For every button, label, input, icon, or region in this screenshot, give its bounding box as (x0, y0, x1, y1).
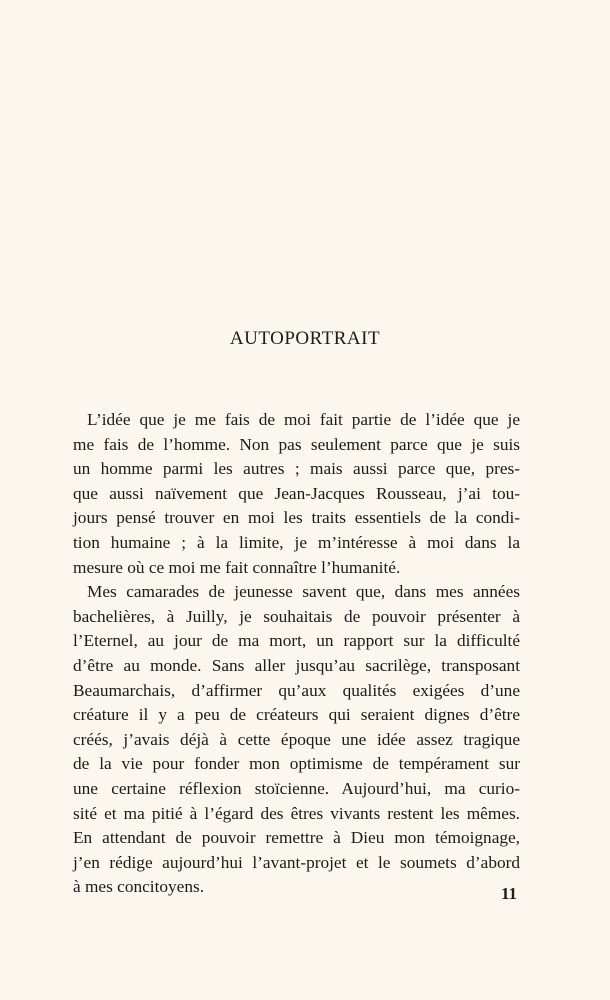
text-line: En attendant de pouvoir remettre à Dieu mon témoignage, (73, 828, 520, 848)
text-line: sité et ma pitié à l’égard des êtres vivants restent les mêmes. (73, 803, 520, 823)
text-line: tion humaine ; à la limite, je m’intéresse à moi dans la (73, 532, 520, 552)
page-number: 11 (500, 884, 517, 903)
text-line: j’en rédige aujourd’hui l’avant-projet et le soumets d’abord (73, 852, 520, 872)
text-line: de la vie pour fonder mon optimisme de tempérament sur (73, 754, 520, 774)
chapter-title: AUTOPORTRAIT (229, 328, 381, 349)
text-line: mesure où ce moi me fait connaître l’humanité. (73, 557, 401, 577)
text-line: L’idée que je me fais de moi fait partie de l’idée que je (87, 410, 520, 429)
text-line: Mes camarades de jeunesse savent que, dans mes années (87, 582, 520, 602)
text-line: un homme parmi les autres ; mais aussi parce que, pres- (73, 459, 520, 479)
text-line: une certaine réflexion stoïcienne. Aujourd’hui, ma curio- (73, 778, 520, 798)
text-line: créature il y a peu de créateurs qui seraient dignes d’être (73, 705, 520, 725)
text-line: jours pensé trouver en moi les traits essentiels de la condi- (73, 508, 520, 528)
text-line: d’être au monde. Sans aller jusqu’au sacrilège, transposant (73, 655, 520, 675)
text-line: bachelières, à Juilly, je souhaitais de pouvoir présenter à (73, 606, 520, 626)
body-text (73, 408, 520, 900)
text-line: Beaumarchais, d’affirmer qu’aux qualités exigées d’une (73, 680, 520, 700)
text-line: que aussi naïvement que Jean-Jacques Rousseau, j’ai tou- (73, 483, 520, 503)
text-line: créés, j’avais déjà à cette époque une idée assez tragique (73, 729, 520, 749)
text-line: me fais de l’homme. Non pas seulement parce que je suis (73, 434, 520, 454)
text-line: l’Eternel, au jour de ma mort, un rapport sur la difficulté (73, 631, 520, 651)
text-line: à mes concitoyens. (73, 877, 205, 897)
